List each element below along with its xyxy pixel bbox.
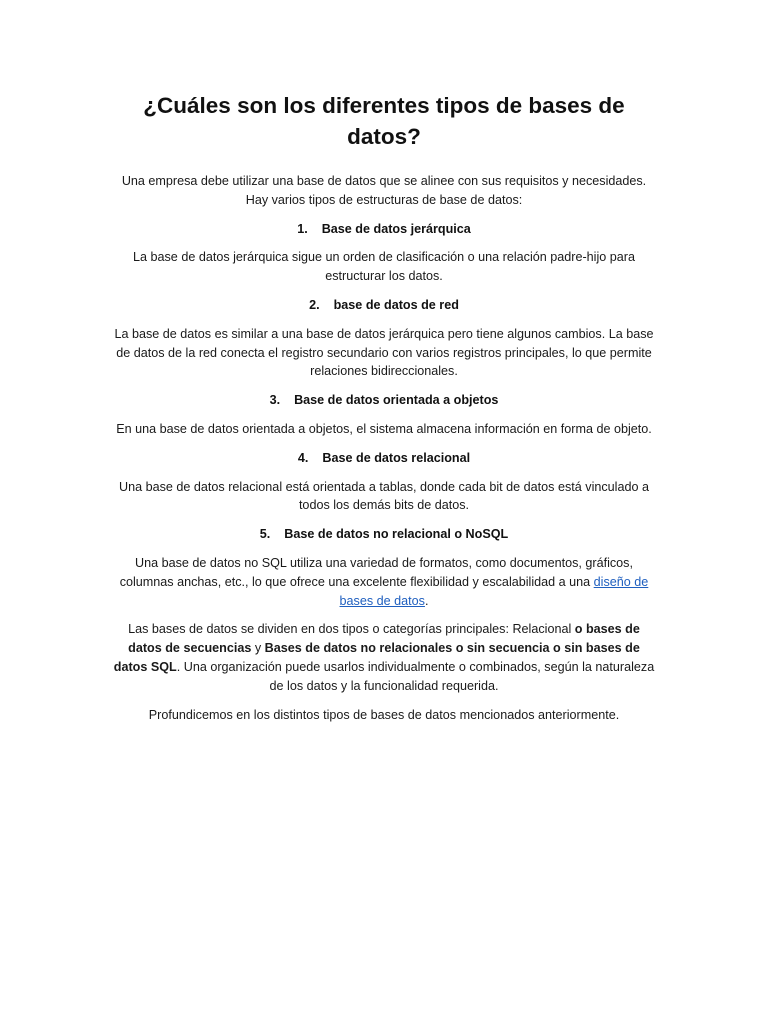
- section-body-text-end: .: [424, 593, 429, 608]
- section-body-text: Una base de datos no SQL utiliza una variedad de formatos, como documentos, gráficos, columnas anchas, etc., lo que ofrece una excelente flexibilidad y escalabilidad a una: [119, 555, 633, 589]
- section-heading-4: [110, 449, 658, 468]
- summary-bold-text: Bases de datos no relacionales o sin secuencia o sin bases de datos SQL: [113, 641, 640, 674]
- section-number: 5.: [259, 527, 271, 542]
- page-title: ¿Cuáles son los diferentes tipos de bases de datos?: [143, 93, 625, 149]
- section-number: 4.: [297, 450, 309, 465]
- section-heading-5: [110, 525, 658, 544]
- summary-paragraph: [110, 620, 658, 695]
- section-body-5: [110, 554, 658, 610]
- closing-paragraph: Profundicemos en los distintos tipos de bases de datos mencionados anteriormente.: [148, 707, 620, 722]
- section-title: Base de datos jerárquica: [321, 221, 471, 236]
- section-title: Base de datos orientada a objetos: [294, 393, 499, 408]
- summary-text: y: [251, 641, 265, 656]
- database-design-link[interactable]: diseño de bases de datos: [339, 574, 649, 608]
- summary-text: Las bases de datos se dividen en dos tipos o categorías principales: Relacional: [128, 622, 575, 637]
- section-title: base de datos de red: [333, 297, 459, 312]
- section-body-4: Una base de datos relacional está orientada a tablas, donde cada bit de datos está vinculado a todos los demás bits de datos.: [118, 479, 649, 513]
- section-heading-1: [110, 220, 658, 239]
- summary-bold-text: o bases de datos de secuencias: [128, 622, 640, 656]
- section-number: 3.: [269, 393, 281, 408]
- section-body-3: En una base de datos orientada a objetos, el sistema almacena información en forma de objeto.: [116, 421, 652, 436]
- section-title: Base de datos relacional: [322, 450, 471, 465]
- section-number: 2.: [309, 297, 320, 312]
- summary-text: . Una organización puede usarlos individualmente o combinados, según la naturaleza de los datos y la funcionalidad requerida.: [176, 659, 655, 693]
- intro-paragraph: Una empresa debe utilizar una base de datos que se alinee con sus requisitos y necesidades. Hay varios tipos de estructuras de base de datos:: [121, 174, 647, 207]
- section-heading-3: [110, 391, 658, 410]
- section-body-2: La base de datos es similar a una base de datos jerárquica pero tiene algunos cambios. La base de datos de la red conecta el registro secundario con varios registros principales, lo que permite relaciones bidireccionales.: [114, 326, 654, 379]
- section-body-1: La base de datos jerárquica sigue un orden de clasificación o una relación padre-hijo para estructurar los datos.: [133, 250, 635, 284]
- section-title: Base de datos no relacional o NoSQL: [284, 527, 509, 542]
- section-heading-2: [110, 296, 658, 315]
- section-number: 1.: [297, 221, 308, 236]
